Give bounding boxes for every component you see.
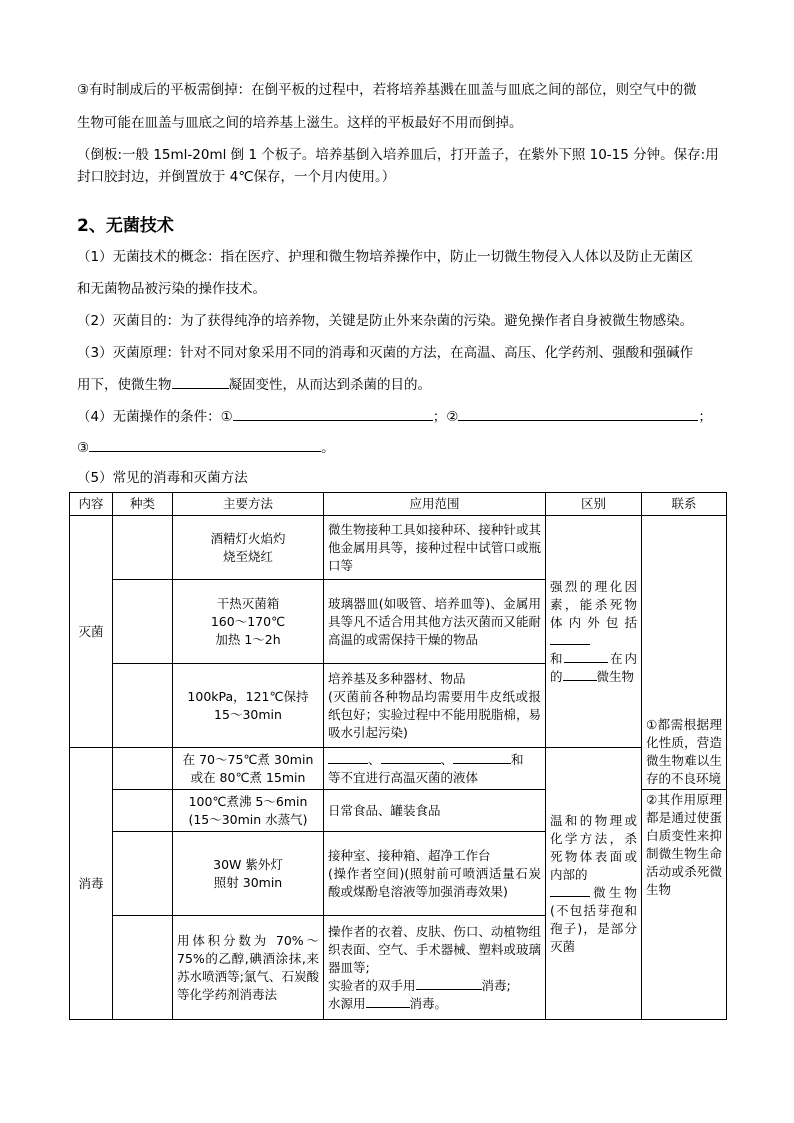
header-cell: 区别: [546, 493, 642, 516]
text: 消毒;: [481, 977, 511, 993]
item-1-line: （1）无菌技术的概念：指在医疗、护理和微生物培养操作中，防止一切微生物侵入人体以及防止无菌区: [77, 249, 694, 265]
text: 用下，使微生物: [77, 377, 172, 393]
scope-cell: [324, 916, 546, 1020]
group-cell-disinfect: 消毒: [70, 748, 113, 1020]
text: ；②: [432, 409, 459, 425]
text: 和: [511, 751, 524, 767]
text: 温和的物理或化学方法，杀死物体表面或内部的: [550, 812, 637, 882]
header-cell: 种类: [113, 493, 173, 516]
paragraph-line: 生物可能在皿盖与皿底之间的培养基上滋生。这样的平板最好不用而倒掉。: [77, 115, 523, 131]
item-2-line: （2）灭菌目的：为了获得纯净的培养物，关键是防止外来杂菌的污染。避免操作者自身被微生物感染。: [77, 313, 694, 329]
text: 等不宜进行高温灭菌的液体: [328, 769, 479, 785]
difference-cell: [546, 516, 642, 748]
item-5-line: （5）常见的消毒和灭菌方法: [77, 470, 248, 486]
method-line: 干热灭菌箱: [216, 595, 280, 611]
item-1-line: 和无菌物品被污染的操作技术。: [77, 281, 266, 297]
link-cell: [642, 790, 727, 1020]
method-cell: [173, 580, 324, 664]
answer-blank: [328, 751, 368, 764]
header-cell: 应用范围: [324, 493, 546, 516]
text: 强烈的理化因素，能杀死物体内外包括: [550, 578, 637, 630]
text: 和: [550, 650, 565, 666]
type-cell: [113, 832, 173, 916]
method-cell: [173, 516, 324, 580]
item-4-line: [77, 437, 717, 458]
answer-blank: [563, 668, 597, 681]
text: 。: [321, 440, 335, 456]
scope-cell: 玻璃器皿(如吸管、培养皿等)、金属用具等凡不适合用其他方法灭菌而又能耐高温的或需保持干燥的物品: [324, 580, 546, 664]
scope-cell: 日常食品、罐装食品: [324, 790, 546, 832]
text: 、: [440, 751, 454, 767]
method-line: 或在 80℃煮 15min: [190, 769, 306, 785]
scope-cell: [324, 832, 546, 916]
table-header-row: [70, 493, 727, 516]
link-text: ②其作用原理都是通过使蛋白质变性来抑制微生物生命活动或杀死微生物: [646, 792, 722, 897]
link-cell: [642, 516, 727, 790]
method-cell: [173, 790, 324, 832]
scope-line: (灭菌前各种物品均需要用牛皮纸或报纸包好；实验过程中不能用脱脂棉，易吸水引起污染): [328, 688, 541, 740]
method-line: (15～30min 水蒸气): [188, 811, 308, 827]
text: （4）无菌操作的条件：①: [77, 409, 233, 425]
answer-blank: [366, 995, 410, 1008]
header-cell: 联系: [642, 493, 727, 516]
method-line: 照射 30min: [213, 874, 283, 890]
answer-blank: [89, 437, 321, 452]
answer-blank: [458, 406, 698, 421]
text: ③: [77, 440, 90, 456]
table-row: [70, 516, 727, 580]
text: 操作者的衣着、皮肤、伤口、动植物组织表面、空气、手术器械、塑料或玻璃器皿等;: [328, 923, 541, 975]
method-cell: 用体积分数为 70%～75%的乙醇,碘酒涂抹,来苏水喷洒等;氯气、石炭酸等化学药剂消毒法: [173, 916, 324, 1020]
scope-cell: [324, 748, 546, 790]
item-3-line: [77, 374, 717, 395]
method-line: 160～170℃: [210, 613, 286, 629]
type-cell: [113, 516, 173, 580]
type-cell: [113, 916, 173, 1020]
method-line: 加热 1～2h: [215, 631, 281, 647]
answer-blank: [233, 406, 433, 421]
answer-blank: [172, 374, 229, 389]
text: 消毒。: [409, 995, 448, 1011]
text: 、: [368, 751, 381, 767]
text: 凝固变性，从而达到杀菌的目的。: [228, 377, 431, 393]
method-line: 15～30min: [214, 706, 282, 722]
item-4-line: [77, 406, 717, 427]
method-line: 烧至烧红: [222, 548, 273, 564]
text: 实验者的双手用: [328, 977, 416, 993]
type-cell: [113, 748, 173, 790]
scope-cell: [324, 664, 546, 748]
method-cell: [173, 664, 324, 748]
method-line: 30W 紫外灯: [213, 856, 283, 872]
text: 微生物: [596, 668, 635, 684]
link-text: ①都需根据理化性质，营造微生物难以生存的不良环境: [646, 717, 722, 786]
method-cell: [173, 832, 324, 916]
methods-table: [69, 492, 727, 1020]
header-cell: 主要方法: [173, 493, 324, 516]
method-line: 酒精灯火焰灼: [210, 530, 286, 546]
difference-cell: [546, 748, 642, 1020]
scope-line: 培养基及多种器材、物品: [328, 670, 466, 686]
text: ；: [698, 409, 712, 425]
note-line: （倒板:一般 15ml-20ml 倒 1 个板子。培养基倒入培养皿后，打开盖子，在紫外下照 10-15 分钟。保存:用: [77, 147, 719, 163]
type-cell: [113, 580, 173, 664]
answer-blank: [550, 632, 590, 645]
text: 水源用: [328, 995, 366, 1011]
text: 在内的: [550, 650, 637, 684]
method-line: 在 70～75℃煮 30min: [182, 751, 314, 767]
scope-cell: 微生物接种工具如接种环、接种针或其他金属用具等，接种过程中试管口或瓶口等: [324, 516, 546, 580]
paragraph-line: ③有时制成后的平板需倒掉：在倒平板的过程中，若将培养基溅在皿盖与皿底之间的部位，则空气中的微: [77, 82, 697, 98]
section-heading: 2、无菌技术: [77, 216, 174, 236]
method-cell: [173, 748, 324, 790]
type-cell: [113, 790, 173, 832]
scope-line: (操作者空间)(照射前可喷洒适量石炭酸或煤酚皂溶液等加强消毒效果): [328, 865, 541, 899]
header-cell: 内容: [70, 493, 113, 516]
answer-blank: [416, 977, 482, 990]
group-cell-sterilize: 灭菌: [70, 516, 113, 748]
item-3-line: （3）灭菌原理：针对不同对象采用不同的消毒和灭菌的方法，在高温、高压、化学药剂、强酸和强碱作: [77, 345, 694, 361]
method-line: 100kPa，121℃保持: [187, 688, 309, 704]
method-line: 100℃煮沸 5～6min: [188, 793, 308, 809]
answer-blank: [564, 650, 608, 663]
scope-line: 接种室、接种箱、超净工作台: [328, 847, 491, 863]
table-row: [70, 748, 727, 790]
answer-blank: [453, 751, 511, 764]
answer-blank: [381, 751, 441, 764]
note-line: 封口胶封边，并倒置放于 4℃保存，一个月内使用。）: [77, 169, 396, 185]
answer-blank: [550, 884, 590, 897]
text: 微生物(不包括芽孢和孢子)，是部分灭菌: [550, 884, 637, 954]
type-cell: [113, 664, 173, 748]
